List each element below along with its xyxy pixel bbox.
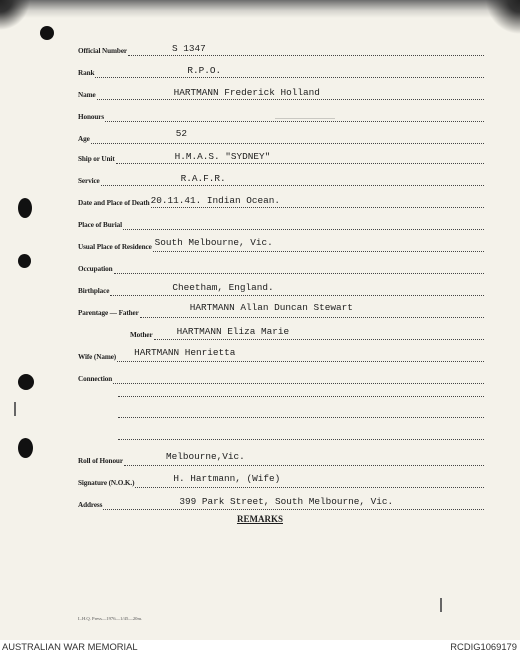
field-line [97,86,484,100]
field-birthplace [78,280,484,296]
connection-continuation-line [118,417,484,418]
field-value: Melbourne,Vic. [165,451,245,462]
field-line [114,260,484,274]
field-value: S 1347 [172,43,206,54]
footer-record-id: RCDIG1069179 [450,641,517,652]
scan-speck [14,402,16,416]
field-wife-name [78,346,484,362]
connection-continuation-line [118,396,484,397]
field-label: Roll of Honour [78,457,123,465]
field-label: Age [78,135,90,143]
field-official-number [78,40,484,56]
field-line [95,64,484,78]
field-line [103,496,484,510]
field-label: Rank [78,69,95,77]
field-label: Date and Place of Death [78,199,150,207]
punch-hole [18,198,32,218]
field-label: Honours [78,113,105,121]
field-label: Place of Burial [78,221,123,229]
field-value: HARTMANN Eliza Marie [176,326,290,337]
field-line [91,130,484,144]
remarks-heading: REMARKS [236,514,283,524]
field-rank [78,62,484,78]
field-place-of-burial [78,214,484,230]
field-value: 52 [175,128,187,139]
field-parentage-mother [130,324,484,340]
field-ship-or-unit [78,148,484,164]
field-address [78,494,484,510]
field-value: HARTMANN Allan Duncan Stewart [189,302,353,313]
field-line [153,238,484,252]
field-line [110,282,484,296]
field-roll-of-honour [78,450,484,466]
punch-hole [18,254,31,268]
field-date-place-of-death [78,192,484,208]
punch-hole [40,26,54,40]
field-line [113,370,484,384]
field-line [123,216,484,230]
field-occupation [78,258,484,274]
field-label: Occupation [78,265,113,273]
field-label: Service [78,177,100,185]
scan-corner-shadow [0,0,30,30]
scan-speck [440,598,442,612]
field-label: Birthplace [78,287,110,295]
field-label: Mother [130,331,153,339]
scan-corner-shadow [486,0,520,34]
field-value: H. Hartmann, (Wife) [173,473,281,484]
field-label: Signature (N.O.K.) [78,479,135,487]
connection-continuation-line [118,439,484,440]
field-value: 20.11.41. Indian Ocean. [150,195,280,206]
field-value: Cheetham, England. [172,282,274,293]
field-parentage-father [78,302,484,318]
field-value: 399 Park Street, South Melbourne, Vic. [179,496,394,507]
footer-source: AUSTRALIAN WAR MEMORIAL [2,641,138,652]
punch-hole [18,374,34,390]
field-signature-nok [78,472,484,488]
field-value: H.M.A.S. "SYDNEY" [174,151,271,162]
field-label: Connection [78,375,113,383]
field-label: Address [78,501,103,509]
field-line [101,172,484,186]
field-value: South Melbourne, Vic. [154,237,273,248]
field-connection [78,368,484,384]
field-line [140,304,484,318]
field-label: Official Number [78,47,128,55]
field-line [154,326,484,340]
field-usual-residence [78,236,484,252]
field-label: Ship or Unit [78,155,115,163]
field-line [117,348,484,362]
field-honours [78,106,484,122]
field-age [78,128,484,144]
print-reference: L.H.Q. Press—1976—1/45—20m. [78,616,143,621]
scan-top-shadow [0,0,520,18]
punch-hole [18,438,33,458]
field-label: Wife (Name) [78,353,117,361]
field-line [116,150,484,164]
field-service [78,170,484,186]
field-line [105,108,484,122]
field-line [124,452,484,466]
field-value: R.P.O. [187,65,222,76]
field-name [78,84,484,100]
field-label: Name [78,91,96,99]
field-value: HARTMANN Henrietta [134,347,236,358]
field-label: Usual Place of Residence [78,243,152,251]
field-line [151,194,484,208]
field-value: R.A.F.R. [180,173,226,184]
field-line [135,474,484,488]
footer-bar [0,640,520,654]
field-line [128,42,484,56]
field-value: HARTMANN Frederick Holland [173,87,320,98]
field-label: Parentage — Father [78,309,139,317]
